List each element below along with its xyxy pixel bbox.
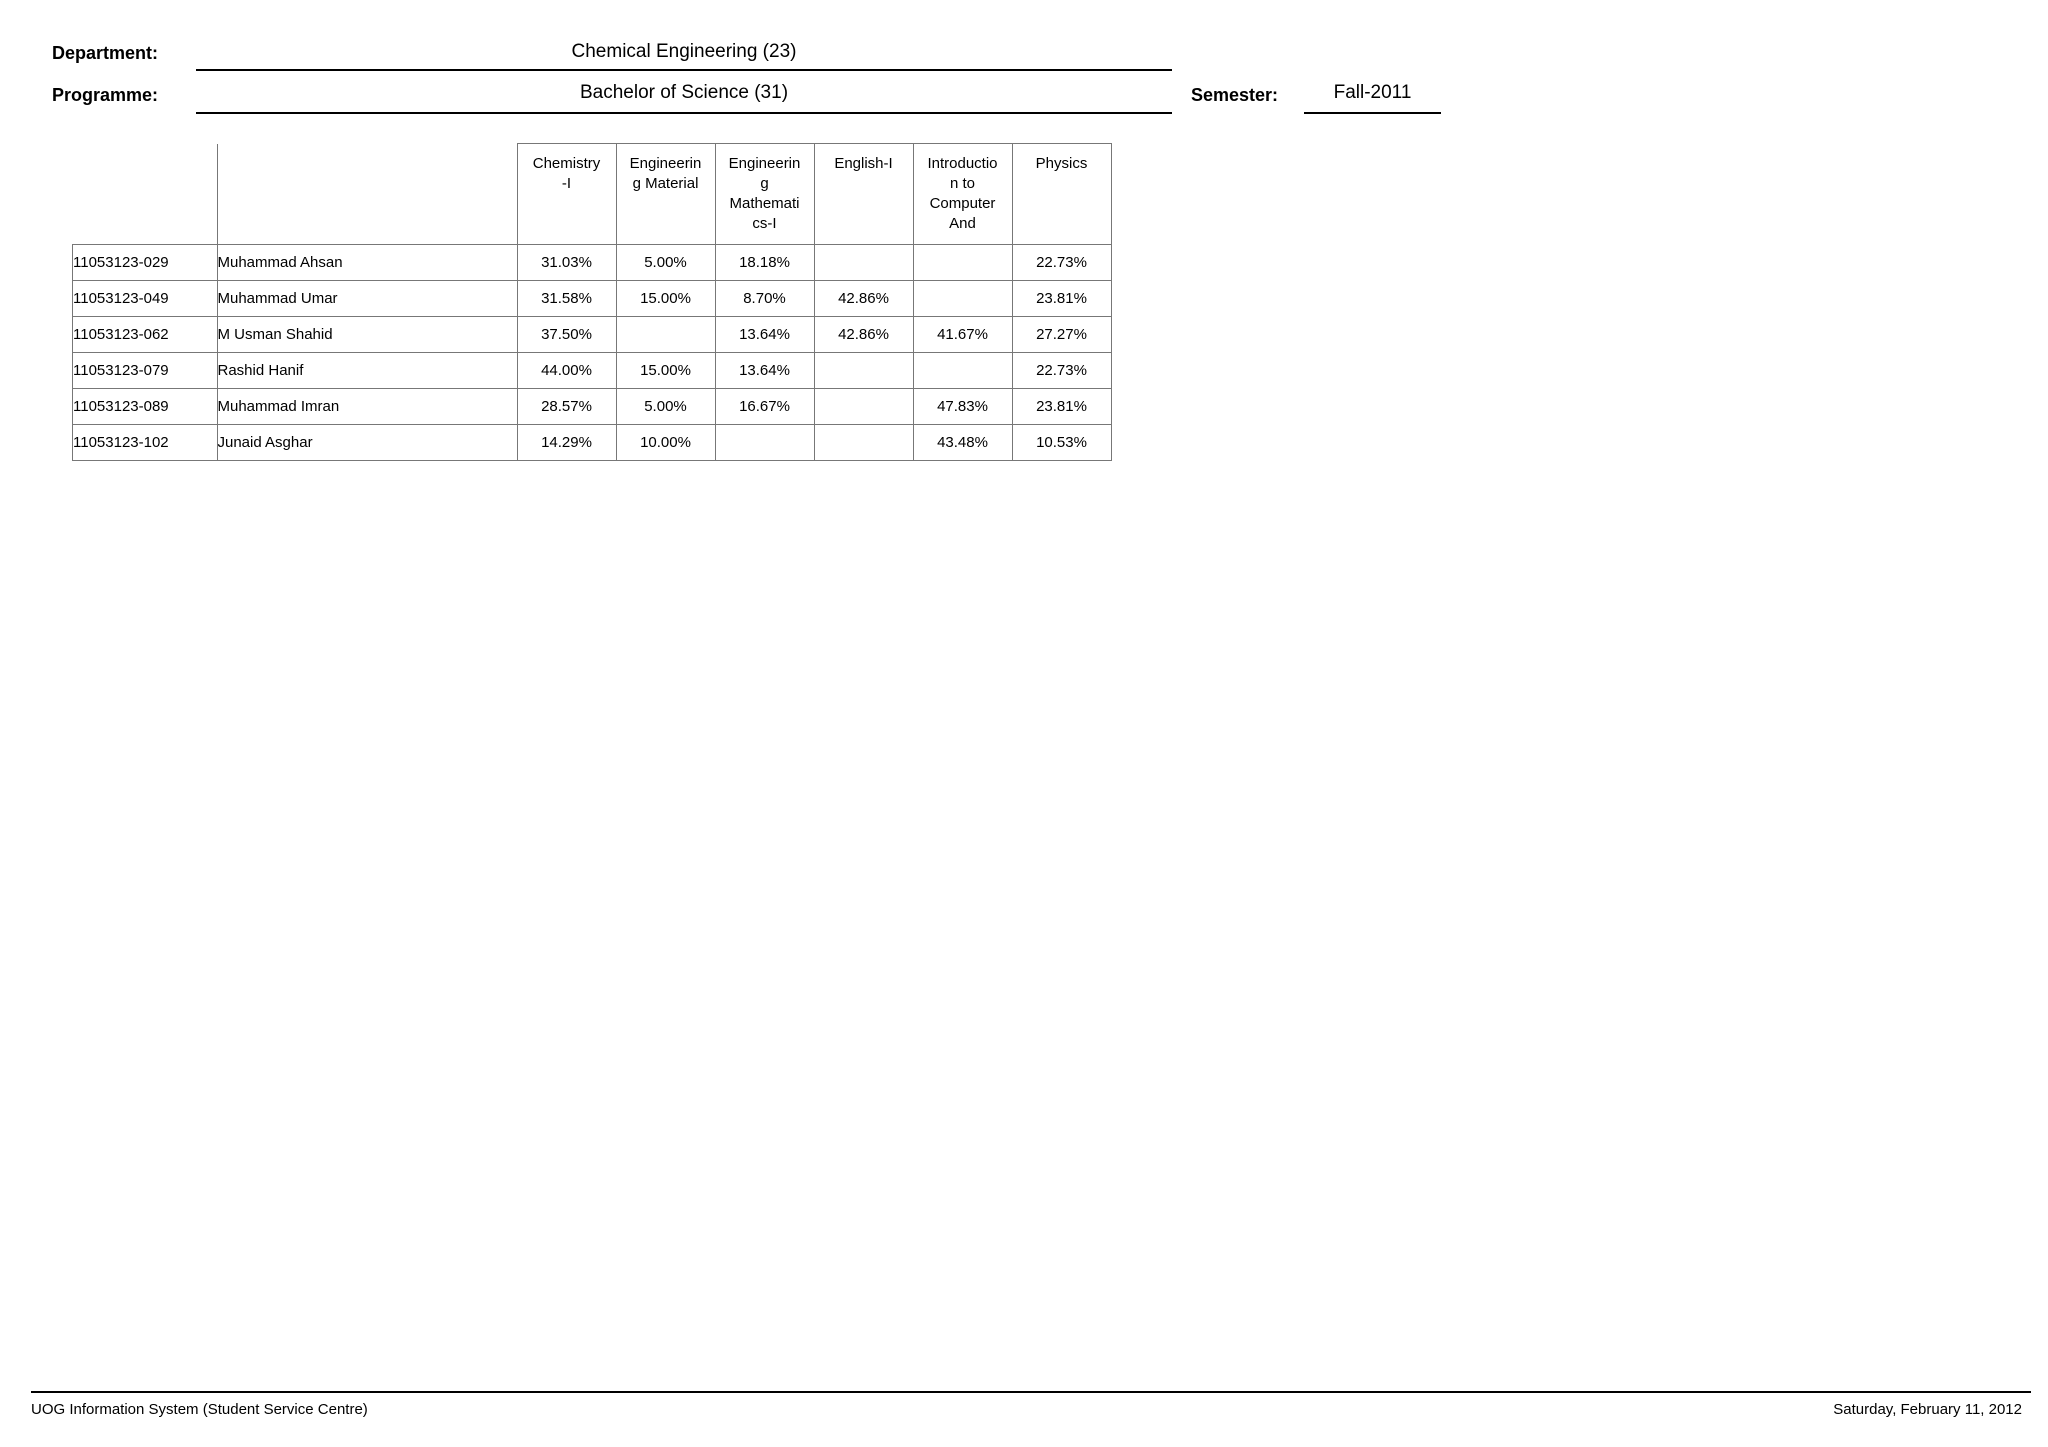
score-cell: 15.00% [616, 281, 715, 317]
department-label: Department: [52, 43, 159, 63]
table-row [73, 245, 1112, 281]
programme-value: Bachelor of Science (31) [196, 79, 1172, 114]
score-cell: 5.00% [616, 245, 715, 281]
table-row [73, 389, 1112, 425]
column-header-engineering-mathematics: Engineerin g Mathemati cs-I [715, 144, 814, 245]
score-cell: 22.73% [1012, 353, 1111, 389]
score-cell: 23.81% [1012, 389, 1111, 425]
table-row [73, 425, 1112, 461]
column-header-chemistry: Chemistry -I [517, 144, 616, 245]
reg-number: 11053123-049 [73, 281, 218, 317]
header-blank-name [217, 144, 517, 245]
reg-number: 11053123-102 [73, 425, 218, 461]
reg-number: 11053123-029 [73, 245, 218, 281]
column-header-intro-computer: Introductio n to Computer And [913, 144, 1012, 245]
score-cell [913, 353, 1012, 389]
score-cell [814, 245, 913, 281]
student-name: Junaid Asghar [217, 425, 517, 461]
table-row [73, 317, 1112, 353]
score-cell: 13.64% [715, 353, 814, 389]
footer-divider [31, 1391, 2031, 1393]
column-header-physics: Physics [1012, 144, 1111, 245]
score-cell: 16.67% [715, 389, 814, 425]
score-cell [913, 281, 1012, 317]
score-cell: 31.58% [517, 281, 616, 317]
footer-system-name: UOG Information System (Student Service Centre) [31, 1401, 368, 1418]
reg-number: 11053123-079 [73, 353, 218, 389]
reg-number: 11053123-062 [73, 317, 218, 353]
department-value: Chemical Engineering (23) [196, 38, 1172, 71]
table-row [73, 281, 1112, 317]
column-header-engineering-material: Engineerin g Material [616, 144, 715, 245]
score-cell [814, 425, 913, 461]
student-name: Muhammad Imran [217, 389, 517, 425]
score-cell: 15.00% [616, 353, 715, 389]
table-row [73, 353, 1112, 389]
column-header-english: English-I [814, 144, 913, 245]
score-cell: 31.03% [517, 245, 616, 281]
score-cell: 42.86% [814, 317, 913, 353]
footer-date: Saturday, February 11, 2012 [1833, 1401, 2022, 1418]
semester-value: Fall-2011 [1304, 79, 1441, 114]
score-cell: 27.27% [1012, 317, 1111, 353]
score-cell [814, 353, 913, 389]
score-cell [616, 317, 715, 353]
score-cell: 28.57% [517, 389, 616, 425]
score-cell: 18.18% [715, 245, 814, 281]
score-cell: 10.00% [616, 425, 715, 461]
student-name: M Usman Shahid [217, 317, 517, 353]
score-cell: 13.64% [715, 317, 814, 353]
results-table [72, 143, 1112, 461]
score-cell [715, 425, 814, 461]
score-cell: 43.48% [913, 425, 1012, 461]
score-cell: 10.53% [1012, 425, 1111, 461]
student-name: Muhammad Ahsan [217, 245, 517, 281]
table-header-row [73, 144, 1112, 245]
score-cell: 23.81% [1012, 281, 1111, 317]
reg-number: 11053123-089 [73, 389, 218, 425]
score-cell [814, 389, 913, 425]
score-cell: 22.73% [1012, 245, 1111, 281]
score-cell: 5.00% [616, 389, 715, 425]
score-cell: 37.50% [517, 317, 616, 353]
student-name: Rashid Hanif [217, 353, 517, 389]
score-cell: 44.00% [517, 353, 616, 389]
score-cell: 8.70% [715, 281, 814, 317]
header-blank-regno [73, 144, 218, 245]
score-cell: 47.83% [913, 389, 1012, 425]
score-cell [913, 245, 1012, 281]
student-name: Muhammad Umar [217, 281, 517, 317]
semester-label: Semester: [1191, 85, 1279, 105]
score-cell: 14.29% [517, 425, 616, 461]
score-cell: 41.67% [913, 317, 1012, 353]
programme-label: Programme: [52, 85, 159, 105]
score-cell: 42.86% [814, 281, 913, 317]
